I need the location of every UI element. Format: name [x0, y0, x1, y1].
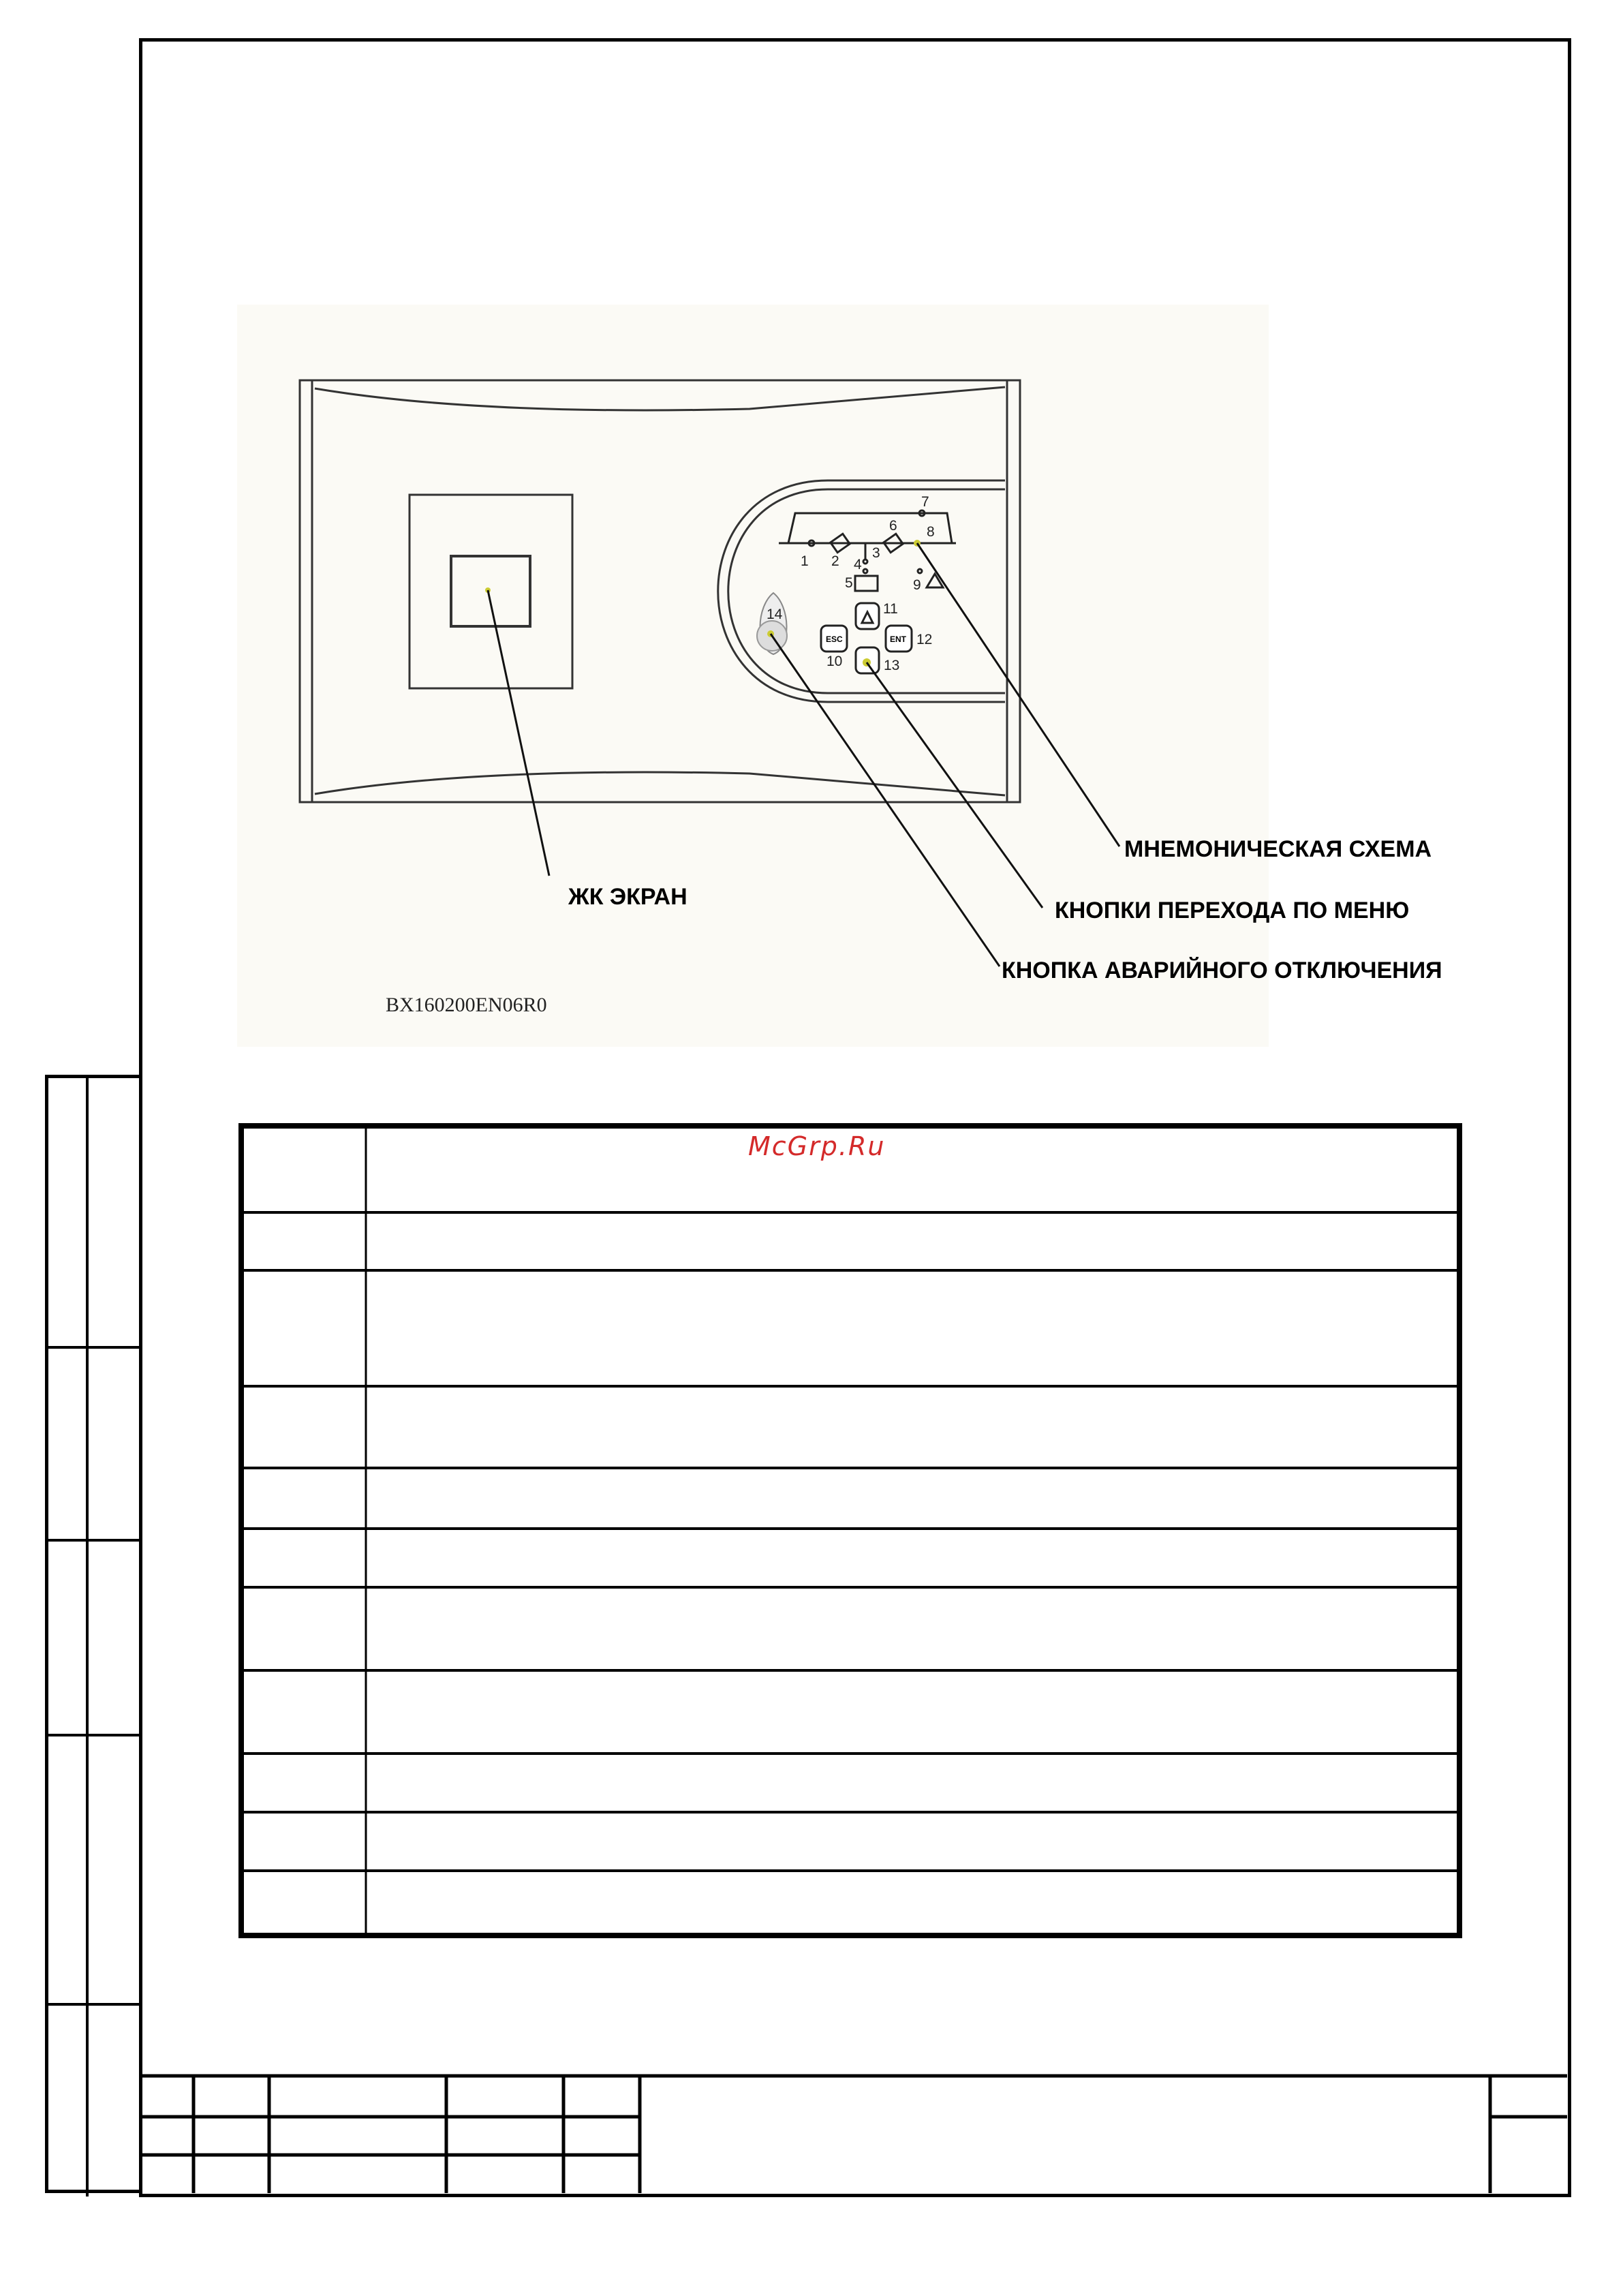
- lcd-callout: ЖК ЭКРАН: [568, 884, 687, 910]
- svg-text:7: 7: [921, 494, 929, 510]
- esc-label: ESC: [826, 634, 843, 644]
- mimic-callout: МНЕМОНИЧЕСКАЯ СХЕМА: [1124, 836, 1432, 862]
- svg-text:9: 9: [913, 577, 921, 593]
- watermark: McGrp.Ru: [748, 1131, 886, 1161]
- menu-buttons-callout: КНОПКИ ПЕРЕХОДА ПО МЕНЮ: [1055, 898, 1410, 923]
- svg-text:12: 12: [916, 632, 933, 647]
- ent-label: ENT: [890, 634, 906, 644]
- svg-text:6: 6: [889, 518, 897, 534]
- svg-text:1: 1: [801, 553, 809, 569]
- title-block: [139, 2076, 1567, 2193]
- figure-code: BX160200EN06R0: [386, 994, 547, 1016]
- svg-text:11: 11: [883, 601, 898, 617]
- description-table: [241, 1126, 1459, 1935]
- svg-text:8: 8: [927, 524, 935, 540]
- svg-text:10: 10: [826, 654, 843, 669]
- svg-text:4: 4: [854, 557, 862, 572]
- svg-text:2: 2: [831, 553, 839, 569]
- svg-text:13: 13: [884, 658, 900, 673]
- svg-text:5: 5: [845, 575, 853, 591]
- svg-text:14: 14: [767, 607, 783, 622]
- emergency-callout: КНОПКА АВАРИЙНОГО ОТКЛЮЧЕНИЯ: [1002, 958, 1442, 983]
- svg-text:3: 3: [872, 545, 880, 561]
